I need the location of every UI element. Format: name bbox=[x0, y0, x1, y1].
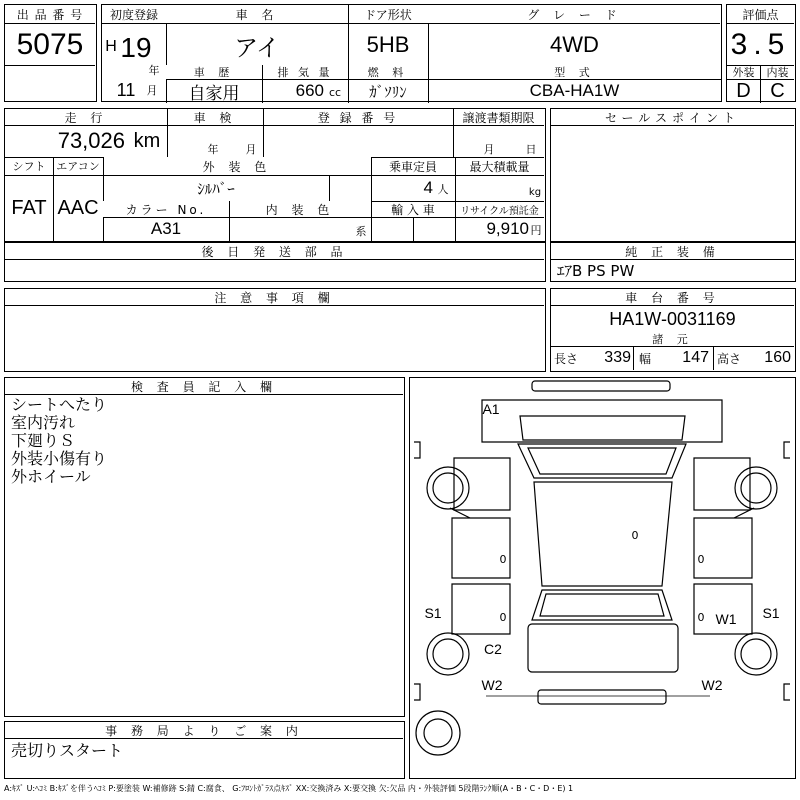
inspector-label: 検 査 員 記 入 欄 bbox=[5, 378, 403, 394]
later-parts-box bbox=[4, 242, 546, 282]
recycle-label: リサイクル預託金 bbox=[460, 205, 539, 217]
model: CBA-HA1W bbox=[529, 81, 620, 100]
inspector-line: 外ホイール bbox=[11, 467, 91, 486]
mileage-label: 走 行 bbox=[5, 109, 167, 125]
score: 3.5 bbox=[730, 28, 791, 61]
car-name: アイ bbox=[234, 33, 280, 62]
shift: FAT bbox=[11, 196, 47, 219]
length: 339 bbox=[604, 349, 631, 366]
shift-label: シフト bbox=[12, 160, 46, 173]
year-unit: 年 bbox=[148, 64, 160, 77]
color-no-label: カラー No. bbox=[103, 201, 229, 217]
exterior-grade: D bbox=[736, 80, 751, 102]
damage-mark: C2 bbox=[484, 641, 502, 657]
inspector-line: 下廻りＳ bbox=[11, 431, 76, 450]
int-color-unit: 系 bbox=[355, 225, 367, 238]
details-box bbox=[4, 108, 546, 242]
later-parts-label: 後 日 発 送 部 品 bbox=[5, 243, 544, 259]
inspection-month-unit: 月 bbox=[245, 143, 257, 156]
history-label: 車 歴 bbox=[166, 65, 262, 79]
lot-number-box bbox=[4, 4, 97, 102]
zero-mark: 0 bbox=[697, 552, 705, 566]
int-color-label: 内 装 色 bbox=[229, 201, 371, 217]
damage-mark: A1 bbox=[482, 401, 500, 417]
chassis-number: HA1W-0031169 bbox=[609, 308, 736, 329]
lot-number-label: 出 品 番 号 bbox=[5, 5, 95, 23]
office-box bbox=[4, 721, 405, 779]
reg-no-label: 登 録 番 号 bbox=[263, 109, 453, 125]
interior-label: 内装 bbox=[766, 66, 789, 79]
office-label: 事 務 局 よ り ご 案 内 bbox=[5, 722, 403, 738]
notes-box bbox=[4, 288, 546, 372]
capacity-label: 乗車定員 bbox=[388, 159, 437, 174]
transfer-month-unit: 月 bbox=[483, 143, 495, 156]
import-label: 輸 入 車 bbox=[391, 202, 435, 217]
equipment-value: ｴｱB PS PW bbox=[557, 261, 635, 280]
inspector-line: 室内汚れ bbox=[11, 413, 76, 432]
height-label: 高さ bbox=[716, 351, 741, 366]
first-reg-label: 初度登録 bbox=[109, 7, 158, 22]
office-text: 売切りスタート bbox=[11, 740, 124, 759]
transfer-label: 譲渡書類期限 bbox=[462, 110, 535, 125]
zero-mark: 0 bbox=[499, 610, 507, 624]
max-load-unit: kg bbox=[528, 186, 542, 198]
equipment-box bbox=[550, 242, 796, 282]
damage-mark: W1 bbox=[715, 611, 737, 627]
recycle-unit: 円 bbox=[530, 224, 542, 237]
car-name-label: 車 名 bbox=[166, 5, 348, 23]
lot-number: 5075 bbox=[16, 28, 84, 61]
grade: 4WD bbox=[550, 32, 599, 57]
month-unit: 月 bbox=[146, 84, 158, 97]
sales-points-label: セールスポイント bbox=[551, 109, 794, 125]
displacement-unit: cc bbox=[328, 85, 342, 99]
damage-mark: W2 bbox=[701, 677, 723, 693]
car-outline-icon bbox=[410, 378, 794, 777]
door-label: ドア形状 bbox=[364, 7, 412, 22]
door-type: 5HB bbox=[366, 32, 410, 57]
zero-mark: 0 bbox=[499, 552, 507, 566]
fuel: ｶﾞｿﾘﾝ bbox=[369, 82, 407, 101]
mileage: 73,026 bbox=[57, 128, 125, 153]
inspector-line: 外装小傷有り bbox=[11, 449, 108, 468]
zero-mark: 0 bbox=[697, 610, 705, 624]
grade-label: グ レ ー ド bbox=[428, 5, 721, 23]
car-diagram bbox=[409, 377, 796, 779]
sales-points-box bbox=[550, 108, 796, 242]
displacement-label: 排 気 量 bbox=[262, 65, 348, 79]
vehicle-header-box bbox=[101, 4, 722, 102]
interior-grade: C bbox=[770, 80, 785, 102]
notes-label: 注 意 事 項 欄 bbox=[5, 289, 544, 305]
fuel-label: 燃 料 bbox=[348, 65, 428, 79]
height: 160 bbox=[764, 349, 791, 366]
damage-mark: W2 bbox=[481, 677, 503, 693]
legend: A:ｷｽﾞ U:ﾍｺﾐ B:ｷｽﾞを伴うﾍｺﾐ P:要塗装 W:補修跡 S:錆 C:腐食、 G:ﾌﾛﾝﾄｶﾞﾗｽ点ｷｽﾞ XX:交換済み X:要交換 欠:欠品 内・外装評価 5段階ﾗﾝｸ順(A・B・C・D・E) 1 bbox=[4, 783, 574, 793]
inspection-label: 車 検 bbox=[167, 109, 263, 125]
mileage-unit: km bbox=[133, 129, 161, 152]
exterior-label: 外装 bbox=[732, 66, 755, 79]
equipment-label: 純 正 装 備 bbox=[551, 243, 794, 259]
score-label: 評価点 bbox=[742, 7, 779, 22]
capacity-unit: 人 bbox=[437, 183, 449, 196]
width-label: 幅 bbox=[638, 351, 651, 366]
color-no: A31 bbox=[150, 219, 182, 238]
ac: AAC bbox=[57, 196, 99, 219]
chassis-box bbox=[550, 288, 796, 372]
displacement: 660 bbox=[295, 81, 324, 100]
inspection-year-unit: 年 bbox=[207, 143, 219, 156]
chassis-label: 車 台 番 号 bbox=[551, 289, 794, 305]
inspector-box bbox=[4, 377, 405, 717]
ext-color-label: 外 装 色 bbox=[103, 157, 371, 175]
transfer-day-unit: 日 bbox=[525, 143, 537, 156]
model-label: 型 式 bbox=[428, 65, 721, 79]
ac-label: エアコン bbox=[56, 160, 100, 173]
max-load-label: 最大積載量 bbox=[469, 159, 530, 174]
inspector-line: シートへたり bbox=[11, 395, 108, 414]
length-label: 長さ bbox=[553, 351, 578, 366]
capacity: 4 bbox=[423, 178, 433, 197]
ext-color: ｼﾙﾊﾞｰ bbox=[197, 179, 235, 198]
recycle-fee: 9,910 bbox=[486, 219, 529, 238]
reg-year: 19 bbox=[120, 32, 152, 63]
damage-mark: S1 bbox=[762, 605, 780, 621]
damage-mark: S1 bbox=[424, 605, 442, 621]
zero-mark: 0 bbox=[631, 528, 639, 542]
width: 147 bbox=[682, 349, 709, 366]
score-box bbox=[726, 4, 796, 102]
history: 自家用 bbox=[188, 83, 240, 102]
era: H bbox=[105, 38, 117, 55]
reg-month: 11 bbox=[116, 81, 136, 99]
spec-label: 諸 元 bbox=[551, 332, 794, 346]
